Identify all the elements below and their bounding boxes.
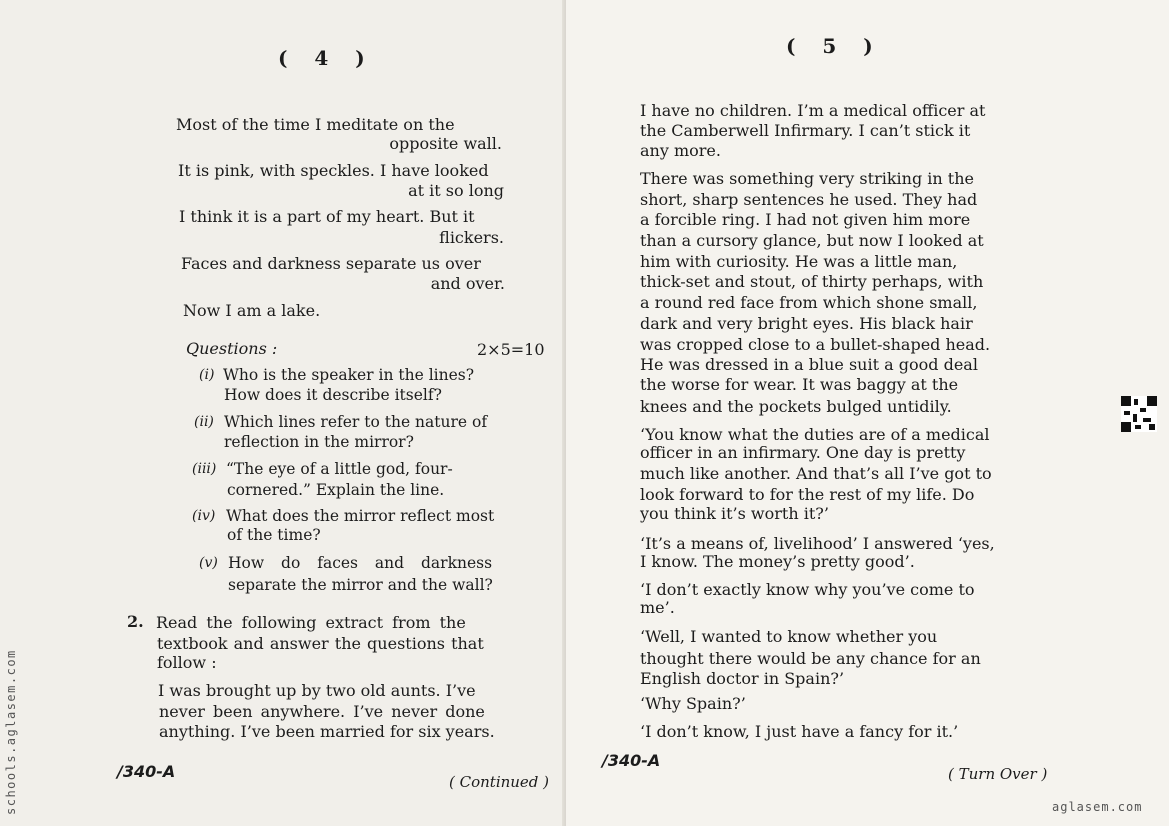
question-text: separate the mirror and the wall? [228, 576, 493, 594]
poem-line: Now I am a lake. [183, 301, 321, 320]
question-number: (ii) [194, 414, 214, 430]
poem-line: at it so long [408, 181, 504, 200]
prose-line: the Camberwell Infirmary. I can’t stick it [640, 121, 971, 140]
question-text: “The eye of a little god, four- [226, 460, 453, 478]
right-page [566, 0, 1169, 826]
prose-line: ‘You know what the duties are of a medical [640, 425, 990, 444]
question-text: Who is the speaker in the lines? [223, 366, 475, 384]
question-2-number: 2. [127, 612, 144, 631]
prose-line: thick-set and stout, of thirty perhaps, with [640, 272, 984, 291]
question-2-text: textbook and answer the questions that [157, 634, 484, 653]
poem-line: Faces and darkness separate us over [181, 254, 481, 273]
extract-line: never been anywhere. I’ve never done [159, 702, 485, 721]
turn-over-label: ( Turn Over ) [948, 765, 1048, 783]
prose-line: the worse for wear. It was baggy at the [640, 375, 959, 394]
question-text: How do faces and darkness [228, 554, 493, 572]
left-page [0, 0, 566, 826]
prose-line: dark and very bright eyes. His black hair [640, 314, 973, 333]
page-number-left: ( 4 ) [278, 46, 375, 70]
question-text: cornered.” Explain the line. [227, 481, 445, 499]
prose-line: look forward to for the rest of my life. Do [640, 485, 975, 504]
qr-code-icon [1121, 396, 1157, 432]
question-text: How does it describe itself? [224, 386, 442, 404]
prose-line: any more. [640, 141, 721, 160]
prose-line: short, sharp sentences he used. They had [640, 190, 978, 209]
poem-line: I think it is a part of my heart. But it [179, 207, 475, 226]
prose-line: ‘I don’t exactly know why you’ve come to [640, 580, 975, 599]
prose-line: ‘I don’t know, I just have a fancy for it.’ [640, 722, 959, 741]
prose-line: I have no children. I’m a medical officer at [640, 101, 986, 120]
continued-label: ( Continued ) [449, 773, 550, 791]
question-text: reflection in the mirror? [224, 433, 414, 451]
poem-line: It is pink, with speckles. I have looked [178, 161, 489, 180]
prose-line: ‘Why Spain?’ [640, 694, 746, 713]
paper-code-left: /340-A [117, 762, 176, 781]
poem-line: flickers. [439, 228, 504, 247]
marks-label: 2×5=10 [477, 340, 545, 359]
question-number: (iv) [192, 508, 216, 524]
prose-line: ‘It’s a means of, livelihood’ I answered ‘yes, [640, 534, 995, 553]
question-number: (i) [199, 367, 215, 383]
question-number: (v) [199, 555, 218, 571]
page-number-right: ( 5 ) [786, 34, 883, 58]
poem-line: opposite wall. [389, 134, 502, 153]
questions-label: Questions : [186, 339, 278, 358]
question-2-text: Read the following extract from the [156, 613, 466, 632]
question-2-text: follow : [157, 653, 217, 672]
prose-line: thought there would be any chance for an [640, 649, 981, 668]
poem-line: Most of the time I meditate on the [176, 115, 455, 134]
question-text: of the time? [227, 526, 321, 544]
prose-line: ‘Well, I wanted to know whether you [640, 627, 938, 646]
question-number: (iii) [192, 461, 217, 477]
prose-line: There was something very striking in the [640, 169, 974, 188]
prose-line: a round red face from which shone small, [640, 293, 978, 312]
prose-line: me’. [640, 598, 675, 617]
prose-line: than a cursory glance, but now I looked at [640, 231, 984, 250]
prose-line: He was dressed in a blue suit a good deal [640, 355, 978, 374]
extract-line: I was brought up by two old aunts. I’ve [158, 681, 476, 700]
prose-line: officer in an infirmary. One day is pretty [640, 443, 966, 462]
prose-line: him with curiosity. He was a little man, [640, 252, 958, 271]
prose-line: you think it’s worth it?’ [640, 504, 829, 523]
question-text: What does the mirror reflect most [226, 507, 495, 525]
prose-line: much like another. And that’s all I’ve got to [640, 464, 992, 483]
paper-code-right: /340-A [602, 751, 661, 770]
prose-line: English doctor in Spain?’ [640, 669, 845, 688]
prose-line: I know. The money’s pretty good’. [640, 552, 915, 571]
question-text: Which lines refer to the nature of [224, 413, 488, 431]
extract-line: anything. I’ve been married for six years. [159, 722, 495, 741]
poem-line: and over. [430, 274, 505, 293]
prose-line: a forcible ring. I had not given him more [640, 210, 971, 229]
watermark-side: schools.aglasem.com [4, 649, 18, 815]
prose-line: knees and the pockets bulged untidily. [640, 397, 952, 416]
watermark-bottom: aglasem.com [1052, 800, 1143, 814]
prose-line: was cropped close to a bullet-shaped head. [640, 335, 991, 354]
